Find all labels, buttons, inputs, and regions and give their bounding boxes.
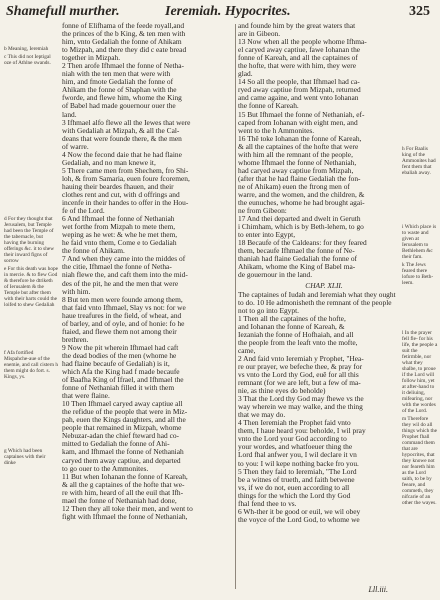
text-line: 16 Thẽ toke Iohanan the fonne of Kareah, xyxy=(238,134,362,143)
text-line: (after that he had flaine Gedaliah the fon- xyxy=(238,174,361,183)
text-line: the fonne of Ahikam. xyxy=(62,247,125,256)
text-line: people that remained in Mizpah, whome xyxy=(62,424,182,433)
text-line: hauing their beardes fhauen, and their xyxy=(62,182,174,191)
text-line: vnto the Lord your God according to xyxy=(238,435,347,444)
text-line: de gouernour in the land. xyxy=(238,271,313,280)
text-line: be a witnes of trueth, and faith betwene xyxy=(238,475,355,484)
text-line: the eunuches, whome he had brought agai- xyxy=(238,199,365,208)
text-line: mael the fonne of Nethaniah had done, xyxy=(62,496,177,505)
text-line: him, and fmote Gedaliah the fonne of xyxy=(62,78,174,87)
text-line: things for the which the Lord thy God xyxy=(238,491,351,500)
text-line: the hofte, that were with him, they were xyxy=(238,62,357,71)
text-line: pah, euen the Kings daughters, and all the xyxy=(62,416,186,425)
text-line: & all the g captaines of the hofte that we- xyxy=(62,480,185,489)
text-line: of warre. xyxy=(62,142,89,151)
text-line: your wordes, and whatfoeuer thing the xyxy=(238,443,353,452)
header-left-title: Shamefull murther. xyxy=(6,4,120,19)
left-margin-notes xyxy=(4,28,58,468)
text-line: ryed away captiue from Mizpah, returned xyxy=(238,86,361,95)
text-line: that we may do. xyxy=(238,411,286,420)
text-line: he faid vnto them, Come e to Gedaliah xyxy=(62,239,177,248)
text-line: them, I haue heard you: beholde, I wil pray xyxy=(238,427,366,436)
text-line: went to the h Ammonites. xyxy=(238,126,315,135)
text-line: fonne of Kareah, and all the captaines of xyxy=(238,54,358,63)
text-line: remnant (for we are left, but a few of ma- xyxy=(238,379,361,388)
chapter-heading: CHAP. XLII. xyxy=(305,281,343,290)
text-line: and founde him by the great waters that xyxy=(238,22,356,30)
text-line: to do. 10 He admonisheth the remnant of the people xyxy=(238,298,392,307)
text-line: with Gedaliah at Mizpah, & all the Cal- xyxy=(62,126,180,135)
text-line: kam, and Ifhmael the fonne of Nethaniah xyxy=(62,448,184,457)
right-text-column xyxy=(238,22,410,592)
left-text-column xyxy=(62,22,232,592)
text-line: which Afa the King had f made becaufe xyxy=(62,368,180,377)
text-line: 6 And Ifhmael the fonne of Nethaniah xyxy=(62,215,175,224)
text-line: 12 Then they all toke their men, and went to xyxy=(62,504,193,513)
text-line: caryed them away captiue, and departed xyxy=(62,456,181,465)
text-line: caped from Iohanan with eight men, and xyxy=(238,118,358,127)
text-line: 2 And faid vnto Ieremiah y Prophet, "Hea- xyxy=(238,354,364,363)
text-line: 18 Becaufe of the Caldeans: for they feared xyxy=(238,239,367,248)
text-line: the dead bodies of the men (whome he xyxy=(62,351,177,360)
text-line: together in Mizpah. xyxy=(62,54,121,63)
margin-note: b Meaning, Ieremiah xyxy=(4,46,49,52)
text-line: 4 Now the fecond daie that he had flaine xyxy=(62,150,182,159)
text-line: Iezaniah the fonne of Hofhaiah, and all xyxy=(238,330,354,339)
margin-note: l In the prayer fell fle- for his life, the people a suit the fetirmble, nor what they shalbe, to proue if the Lord will follow him, yet at after-hand to it deliuing, mifearing, nor with the wordes of the Lord. xyxy=(402,330,438,414)
column-divider xyxy=(235,24,236,589)
text-line: fe of the Lord. xyxy=(62,207,105,216)
text-line: des of the pit, he and the men that were xyxy=(62,279,179,288)
text-line: 4 Then Ieremiah the Prophet faid vnto xyxy=(238,419,351,428)
text-line: Ahikam the fonne of Shaphan with the xyxy=(62,86,177,95)
text-line: the princes of the b King, & ten men with xyxy=(62,30,186,39)
text-line: 3 Ifhmael alfo flewe all the Iewes that were xyxy=(62,118,191,127)
text-line: 1 Then all the captaines of the hofte, xyxy=(238,314,346,323)
text-line: and came againe, and went vnto Iohanan xyxy=(238,94,359,103)
text-line: them, becaufe Ifhmael the fonne of Ne- xyxy=(238,247,355,256)
margin-note: c This did not Ieptigal oze of Athlne swands. xyxy=(4,54,51,66)
text-line: 13 Now when all the people whome Ifhma- xyxy=(238,38,367,47)
text-line: that were flaine. xyxy=(62,392,110,401)
text-line: el caryed away captiue, fawe Iohanan the xyxy=(238,46,361,55)
margin-note: m Therefore they wil do all things which the Prophet fhall command them that are hypocrites, that they knowe not nor feareth him as the Lord saith, to be by feeare, and commeth, they nifcarie of an other the wayes. xyxy=(402,416,438,506)
text-line: not to go into Egypt. xyxy=(238,306,299,315)
text-line: fight with Ifhmael the fonne of Nethaniah, xyxy=(62,512,188,521)
text-line: 10 Then Ifhmael caryed away captiue all xyxy=(62,400,183,409)
text-line: the fonne of Kareah. xyxy=(238,102,299,111)
text-line: and Iohanan the fonne of Kareah, & xyxy=(238,322,345,331)
text-line: loh, & from Samaria, euen foure fcoremen, xyxy=(62,174,190,183)
margin-note: k The Jews feared there lofure to Beth-leem. xyxy=(402,262,434,286)
text-line: fonne of Elifhama of the feede royall,and xyxy=(62,22,185,30)
text-line: way wherein we may walke, and the thing xyxy=(238,403,363,412)
text-line: Ahikam, whome the King of Babel ma- xyxy=(238,263,356,272)
text-line: of Babel had made gouernour ouer the xyxy=(62,102,176,111)
text-line: of barley, and of oyle, and of honie: fo he xyxy=(62,319,185,328)
text-line: wet forthe from Mizpah to mete them, xyxy=(62,223,176,232)
text-line: i Chimham, which is by Beth-lehem, to go xyxy=(238,223,364,232)
text-line: 8 But ten men were founde among them, xyxy=(62,295,183,304)
text-line: & all the captaines of the hofte that were xyxy=(238,142,359,151)
margin-note: i Which place is to waste and given at Ierusalem to Bethlehem &c their fam. xyxy=(402,224,437,260)
text-line: the people from the leaft vnto the mofte, xyxy=(238,338,358,347)
text-line: The captaines of Iudah and Ieremiah what they ought xyxy=(238,290,396,299)
margin-note: g Which had been captaines with their dinke xyxy=(4,448,46,466)
running-header xyxy=(0,4,440,24)
text-line: re with him, heard of all the euil that Ifh- xyxy=(62,488,184,497)
text-line: ne of Ahikam) euen the ftrong men of xyxy=(238,182,350,191)
text-line: clothes rent and cut, with d offrings and xyxy=(62,190,180,199)
text-line: brethren. xyxy=(62,335,89,344)
text-line: fworde, and flewe him, whome the King xyxy=(62,94,182,103)
text-line: that faid vnto Ifhmael, Slay vs not: for we xyxy=(62,303,186,312)
text-line: 5 Then they faid to Ieremiah, "The Lord xyxy=(238,467,357,476)
text-line: with him. xyxy=(62,287,91,296)
header-center-title: Ieremiah. Hypocrites. xyxy=(165,4,291,19)
text-line: 11 But when Iohanan the fonne of Kareah, xyxy=(62,472,188,481)
text-line: vs vnto the Lord thy God, euē for all this xyxy=(238,371,359,380)
text-line: Gedaliah, and no man knewe it, xyxy=(62,158,156,167)
signature-mark: Lll.iii. xyxy=(368,585,388,594)
text-line: niah flewe the, and caft them into the mid- xyxy=(62,271,188,280)
text-line: 2 Then arofe Ifhmael the fonne of Netha- xyxy=(62,62,184,71)
text-line: deans that were founde there, & the men xyxy=(62,134,182,143)
text-line: mitted to Gedaliah the fonne of Ahi- xyxy=(62,440,170,449)
text-line: haue treafures in the field, of wheat, and xyxy=(62,311,182,320)
text-line: 17 And thei departed and dwelt in Geruth xyxy=(238,215,361,224)
text-line: vs, if we do not, euen according to all xyxy=(238,483,350,492)
margin-note: f Afa fortified Mispahche-aue of the enemie, and call cistern h them might do fort. s. Kings, ys. xyxy=(4,350,58,380)
text-line: are in Gibeon. xyxy=(238,30,281,39)
text-line: came, xyxy=(238,346,256,355)
text-line: weping as he wet: & whe he met them, xyxy=(62,231,178,240)
text-line: incenfe in their handes to offer in the Hou- xyxy=(62,199,189,208)
text-line: 3 That the Lord thy God may fhewe vs the xyxy=(238,395,364,404)
text-line: the refidue of the people that were in Miz- xyxy=(62,408,188,417)
text-line: nie, as thine eyes do beholde) xyxy=(238,387,326,396)
text-line: Nebuzar-adan the chief fteward had co- xyxy=(62,432,180,441)
text-line: him, vnto Gedaliah the fonne of Ahikam xyxy=(62,38,182,47)
text-line: 7 And when they came into the middes of xyxy=(62,255,186,264)
text-line: 5 There came men from Shechem, fro Shi- xyxy=(62,166,189,175)
text-line: fhal fend thee to vs. xyxy=(238,499,297,508)
text-line: 9 Now the pit wherein Ifhmael had caft xyxy=(62,343,179,352)
text-line: to enter into Egypt, xyxy=(238,231,296,240)
text-line: thaniah had flaine Gedaliah the fonne of xyxy=(238,255,358,264)
margin-note: d For they thought that Jerusalem, but Temple had been the Temple of the tabernacle, but having the burning offerings &c. it to shew their inward figns of sorrow xyxy=(4,216,55,264)
text-line: the citie, Ifhmael the fonne of Netha- xyxy=(62,263,172,272)
text-line: had flaine becaufe of Gedaliah) is it, xyxy=(62,359,170,368)
text-line: warre, and the women, and the children, & xyxy=(238,190,365,199)
text-line: of Baafha King of Ifrael, and Ifhmael the xyxy=(62,376,184,385)
text-line: ftaied, and flewe them not among their xyxy=(62,327,177,336)
text-line: to Mizpah, and there they did c eate bread xyxy=(62,46,187,55)
text-line: ne from Gibeon: xyxy=(238,207,287,216)
page-number: 325 xyxy=(409,4,430,19)
text-line: whome Ifhmael the fonne of Nethaniah, xyxy=(238,158,357,167)
margin-note: e For this death was hope in mercie. & to flew God & therefore he dtriketh of Ierusalem & the Temple but after them with their harts could the loifed to shew Gedaliah xyxy=(4,266,58,308)
margin-note: h For Baalis king of the Ammonites had fent them that ebaliah away. xyxy=(402,146,436,176)
text-line: fonne of Nethaniah filled it with them xyxy=(62,384,175,393)
text-line: Lord fhal anfwer you, I wil declare it vn xyxy=(238,451,357,460)
text-line: 6 Wh-ther it be good or euil, we wil obey xyxy=(238,507,361,516)
text-line: land. xyxy=(62,110,77,119)
text-line: to go ouer to the Ammonites. xyxy=(62,464,149,473)
text-line: the voyce of the Lord God, to whome we xyxy=(238,515,360,524)
text-line: to you: I wil kepe nothing backe fro you. xyxy=(238,459,359,468)
text-line: 14 So all the people, that Ifhmael had ca- xyxy=(238,78,360,87)
text-line: re our prayer, we befeche thee, & pray for xyxy=(238,362,363,371)
text-line: with him all the remnant of the people, xyxy=(238,150,353,159)
text-line: had caryed away captiue from Mizpah, xyxy=(238,166,354,175)
text-line: 15 But Ifhmael the fonne of Nethaniah, ef- xyxy=(238,110,365,119)
text-line: glad. xyxy=(238,70,253,79)
text-line: niah with the ten men that were with xyxy=(62,70,171,79)
